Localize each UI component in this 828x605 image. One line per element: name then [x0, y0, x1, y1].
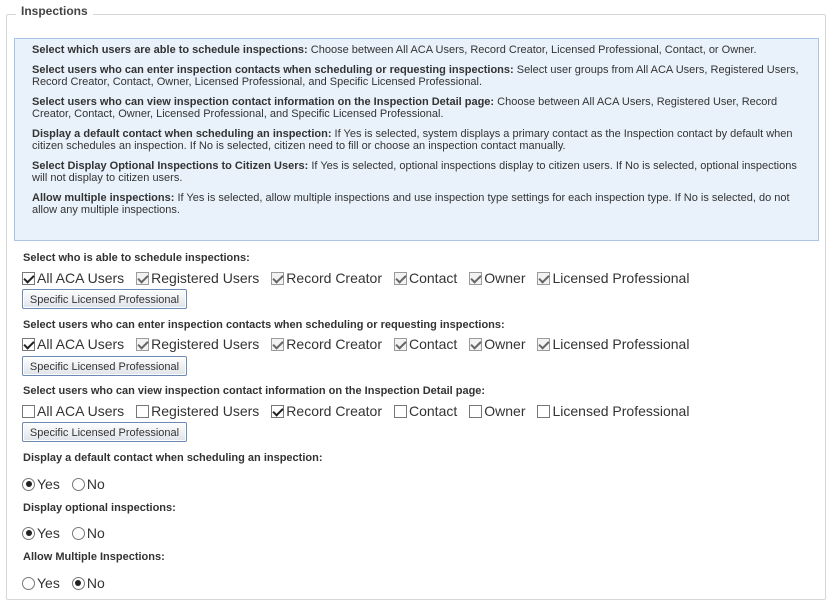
schedule-option-record-creator[interactable]	[271, 270, 382, 286]
option-label: Contact	[409, 270, 458, 286]
schedule-option-all-aca-users[interactable]	[22, 270, 124, 286]
section-title: Inspections	[16, 4, 93, 18]
help-item-optional	[32, 160, 804, 185]
checkbox[interactable]	[271, 272, 284, 285]
help-item-view-contacts	[32, 96, 804, 121]
view-contacts-question: Select users who can view inspection contact information on the Inspection Detail page:	[23, 385, 486, 397]
option-label: Registered Users	[151, 336, 260, 352]
multiple-no[interactable]	[72, 575, 105, 591]
option-label: Record Creator	[286, 403, 382, 419]
view-contacts-option-owner[interactable]	[469, 403, 525, 419]
view-contacts-option-all-aca-users[interactable]	[22, 403, 124, 419]
option-label: No	[86, 476, 105, 492]
multiple-question: Allow Multiple Inspections:	[23, 551, 165, 563]
option-label: Yes	[37, 525, 60, 541]
option-label: All ACA Users	[37, 403, 125, 419]
checkbox[interactable]	[537, 405, 550, 418]
checkbox[interactable]	[22, 405, 35, 418]
view-contacts-option-record-creator[interactable]	[271, 403, 382, 419]
enter-contacts-options	[22, 336, 701, 352]
optional-yes[interactable]	[22, 525, 60, 541]
help-text: If Yes is selected, optional inspections display to citizen users. If No is selected, optional inspections will not display to citizen users.	[32, 159, 797, 184]
radio[interactable]	[72, 527, 85, 540]
option-label: Licensed Professional	[552, 403, 690, 419]
default-contact-options	[22, 476, 117, 492]
view-contacts-option-licensed-professional[interactable]	[537, 403, 689, 419]
help-term: Allow multiple inspections:	[32, 191, 175, 204]
enter-contacts-option-contact[interactable]	[394, 336, 457, 352]
optional-question: Display optional inspections:	[23, 502, 176, 514]
help-term: Select Display Optional Inspections to Citizen Users:	[32, 159, 309, 172]
schedule-option-licensed-professional[interactable]	[537, 270, 689, 286]
option-label: Owner	[484, 336, 526, 352]
help-text: If Yes is selected, system displays a primary contact as the Inspection contact by default when citizen schedules an inspection. If No is selected, citizen need to fill or choose an inspection contact manually.	[32, 127, 793, 152]
optional-no[interactable]	[72, 525, 105, 541]
option-label: Licensed Professional	[552, 336, 690, 352]
checkbox[interactable]	[394, 405, 407, 418]
enter-contacts-specific-lp-button[interactable]: Specific Licensed Professional	[22, 356, 187, 376]
checkbox[interactable]	[22, 272, 35, 285]
view-contacts-specific-lp-button[interactable]: Specific Licensed Professional	[22, 422, 187, 442]
radio[interactable]	[72, 478, 85, 491]
option-label: Yes	[37, 575, 60, 591]
default-contact-question: Display a default contact when scheduling an inspection:	[23, 452, 323, 464]
option-label: Licensed Professional	[552, 270, 690, 286]
option-label: Contact	[409, 403, 458, 419]
optional-options	[22, 525, 117, 541]
radio[interactable]	[22, 527, 35, 540]
option-label: Owner	[484, 270, 526, 286]
view-contacts-option-registered-users[interactable]	[136, 403, 259, 419]
schedule-option-owner[interactable]	[469, 270, 525, 286]
help-item-multiple	[32, 192, 804, 217]
option-label: Contact	[409, 336, 458, 352]
checkbox[interactable]	[469, 405, 482, 418]
help-text: If Yes is selected, allow multiple inspections and use inspection type settings for each inspection type. If No is selected, do not allow any multiple inspections.	[32, 191, 790, 216]
checkbox[interactable]	[136, 272, 149, 285]
multiple-yes[interactable]	[22, 575, 60, 591]
option-label: Record Creator	[286, 270, 382, 286]
schedule-option-registered-users[interactable]	[136, 270, 259, 286]
option-label: Registered Users	[151, 403, 260, 419]
help-item-schedule	[32, 44, 804, 57]
help-text: Choose between All ACA Users, Registered User, Record Creator, Contact, Owner, Licensed Professional, and Specific Licensed Professional.	[32, 95, 778, 120]
enter-contacts-option-registered-users[interactable]	[136, 336, 259, 352]
help-panel	[14, 38, 819, 241]
multiple-options	[22, 575, 117, 591]
radio[interactable]	[72, 577, 85, 590]
option-label: Record Creator	[286, 336, 382, 352]
schedule-options	[22, 270, 701, 286]
help-item-enter-contacts	[32, 64, 804, 89]
checkbox[interactable]	[271, 338, 284, 351]
option-label: No	[86, 575, 105, 591]
help-term: Select which users are able to schedule inspections:	[32, 44, 308, 56]
view-contacts-option-contact[interactable]	[394, 403, 457, 419]
checkbox[interactable]	[136, 338, 149, 351]
view-contacts-options	[22, 403, 701, 419]
radio[interactable]	[22, 577, 35, 590]
help-term: Select users who can view inspection contact information on the Inspection Detail page:	[32, 95, 495, 108]
enter-contacts-question: Select users who can enter inspection contacts when scheduling or requesting inspections:	[23, 319, 505, 331]
help-term: Select users who can enter inspection contacts when scheduling or requesting inspections:	[32, 63, 514, 76]
checkbox[interactable]	[537, 338, 550, 351]
radio[interactable]	[22, 478, 35, 491]
checkbox[interactable]	[537, 272, 550, 285]
help-text: Choose between All ACA Users, Record Creator, Licensed Professional, Contact, or Owner.	[307, 44, 757, 56]
checkbox[interactable]	[394, 338, 407, 351]
help-item-default-contact	[32, 128, 804, 153]
schedule-specific-lp-button[interactable]: Specific Licensed Professional	[22, 289, 187, 309]
enter-contacts-option-record-creator[interactable]	[271, 336, 382, 352]
default-contact-no[interactable]	[72, 476, 105, 492]
help-term: Display a default contact when scheduling an inspection:	[32, 127, 332, 140]
default-contact-yes[interactable]	[22, 476, 60, 492]
checkbox[interactable]	[22, 338, 35, 351]
enter-contacts-option-owner[interactable]	[469, 336, 525, 352]
schedule-question: Select who is able to schedule inspections:	[23, 252, 250, 264]
option-label: All ACA Users	[37, 336, 125, 352]
option-label: All ACA Users	[37, 270, 125, 286]
checkbox[interactable]	[394, 272, 407, 285]
enter-contacts-option-licensed-professional[interactable]	[537, 336, 689, 352]
help-text: Select user groups from All ACA Users, Registered Users, Record Creator, Contact, Owner, Licensed Professional, and Specific Licensed Professional.	[32, 63, 799, 88]
checkbox[interactable]	[271, 405, 284, 418]
checkbox[interactable]	[469, 338, 482, 351]
option-label: Registered Users	[151, 270, 260, 286]
checkbox[interactable]	[469, 272, 482, 285]
schedule-option-contact[interactable]	[394, 270, 457, 286]
enter-contacts-option-all-aca-users[interactable]	[22, 336, 124, 352]
option-label: No	[86, 525, 105, 541]
option-label: Yes	[37, 476, 60, 492]
option-label: Owner	[484, 403, 526, 419]
checkbox[interactable]	[136, 405, 149, 418]
